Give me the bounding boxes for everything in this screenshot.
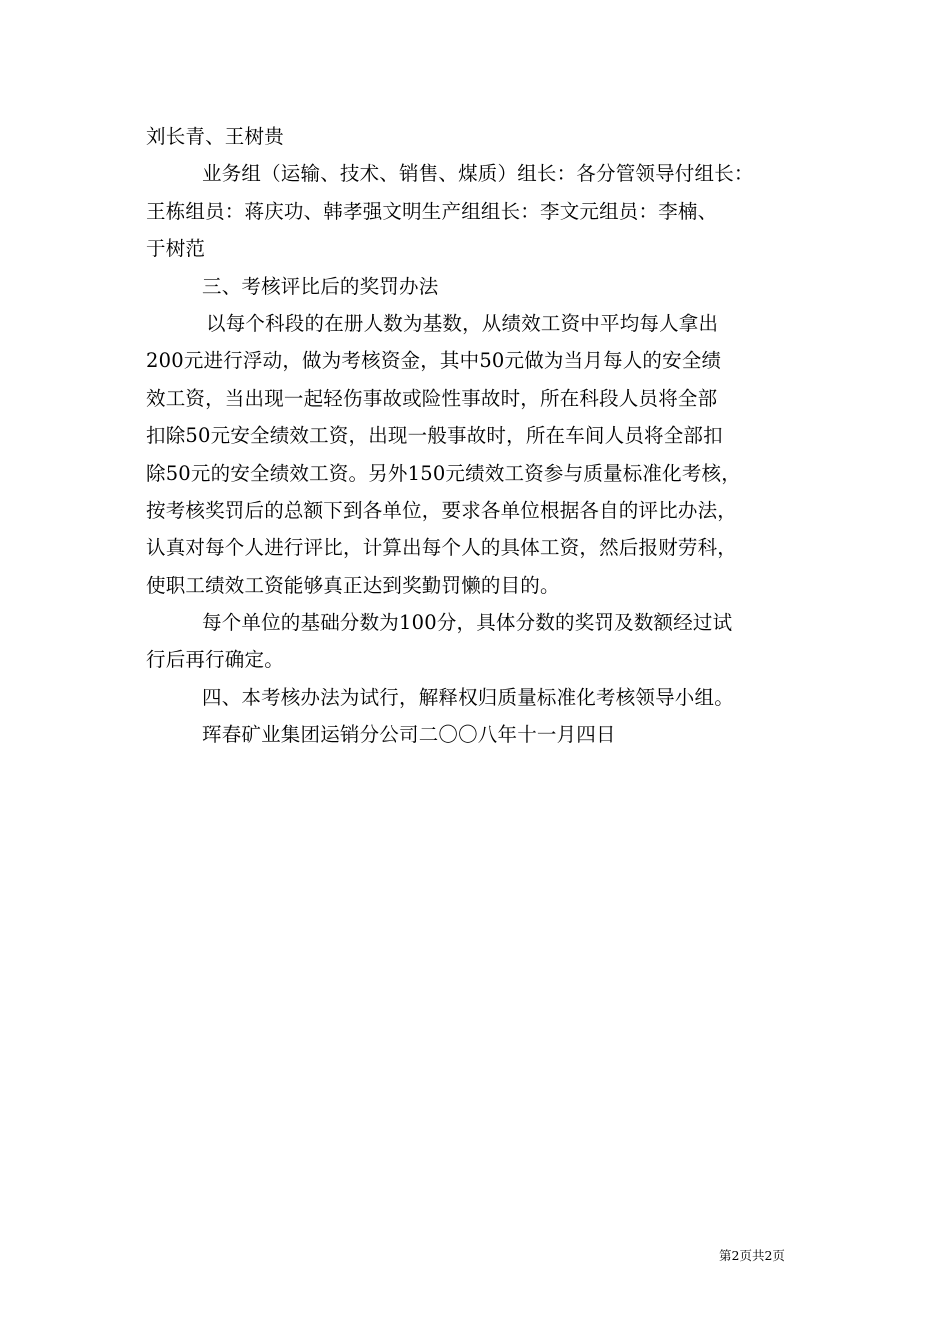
- signature-line: 珲春矿业集团运销分公司二〇〇八年十一月四日: [202, 723, 616, 747]
- section-heading: 三、考核评比后的奖罚办法: [202, 274, 439, 298]
- text-line: 使职工绩效工资能够真正达到奖勤罚懒的目的。: [146, 573, 560, 597]
- text-line: 除50元的安全绩效工资。另外150元绩效工资参与质量标准化考核，: [146, 461, 741, 485]
- text-line: 扣除50元安全绩效工资，出现一般事故时，所在车间人员将全部扣: [146, 424, 723, 448]
- text-line: 王栋组员：蒋庆功、韩孝强文明生产组组长：李文元组员：李楠、: [146, 199, 718, 223]
- page-number: 第2页共2页: [719, 1248, 785, 1263]
- text-line: 行后再行确定。: [146, 648, 284, 672]
- text-line: 于树范: [146, 237, 206, 261]
- text-line: 按考核奖罚后的总额下到各单位，要求各单位根据各自的评比办法，: [146, 498, 738, 522]
- text-line: 认真对每个人进行评比，计算出每个人的具体工资，然后报财劳科，: [146, 536, 738, 560]
- section-heading: 四、本考核办法为试行，解释权归质量标准化考核领导小组。: [202, 685, 734, 709]
- text-line: 200元进行浮动，做为考核资金，其中50元做为当月每人的安全绩: [146, 349, 722, 373]
- text-line: 刘长青、王树贵: [146, 125, 284, 148]
- document-body: [146, 118, 816, 754]
- text-line: 每个单位的基础分数为100分，具体分数的奖罚及数额经过试: [202, 611, 733, 635]
- text-line: 业务组（运输、技术、销售、煤质）组长：各分管领导付组长：: [202, 162, 754, 186]
- text-line: 以每个科段的在册人数为基数，从绩效工资中平均每人拿出: [206, 311, 719, 335]
- text-line: 效工资，当出现一起轻伤事故或险性事故时，所在科段人员将全部: [146, 386, 718, 410]
